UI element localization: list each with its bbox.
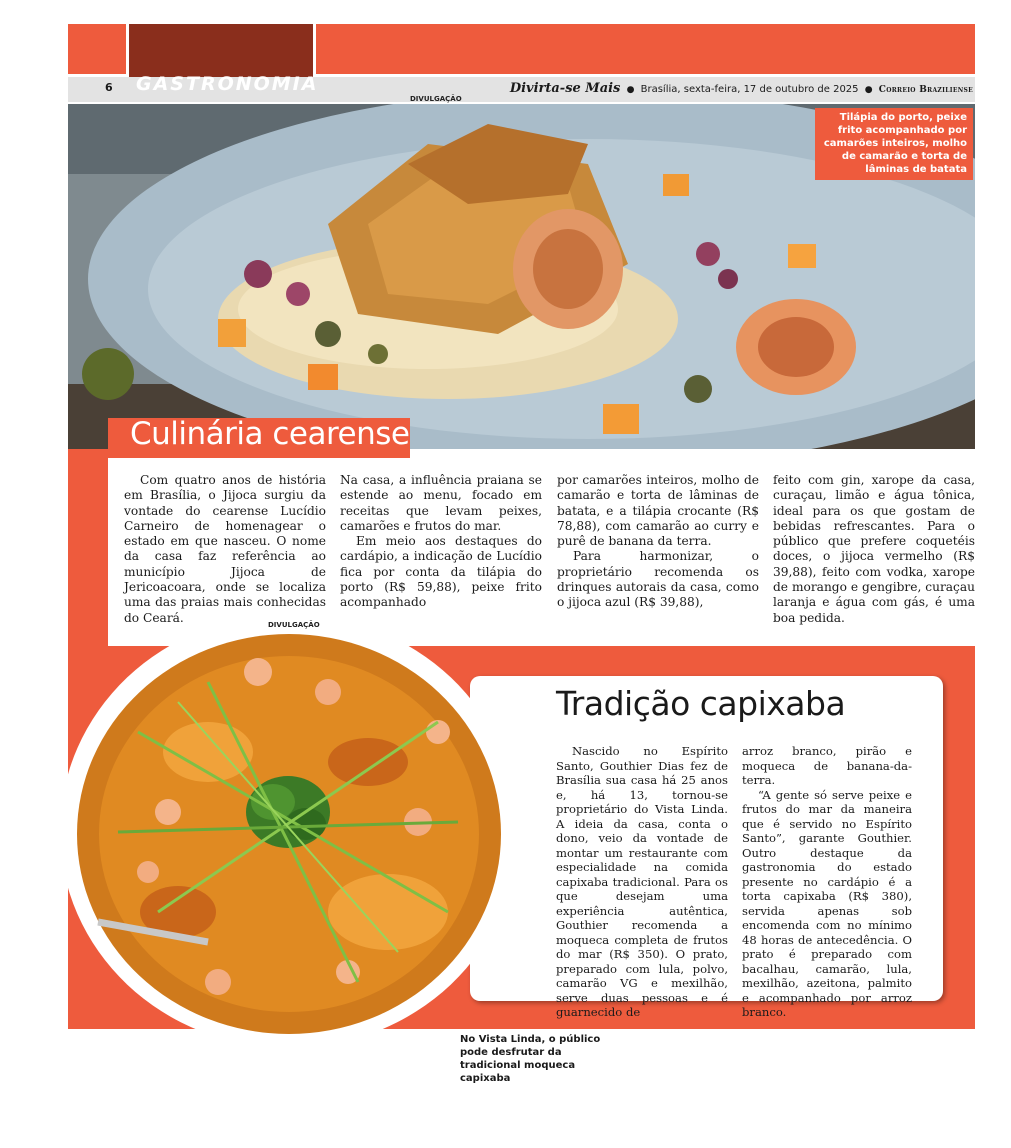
newspaper-name: Correio Braziliense	[878, 85, 973, 95]
text-column-2	[340, 473, 542, 611]
text-column-5	[556, 744, 728, 1020]
photo-credit: DIVULGAÇÃO	[268, 621, 320, 629]
paragraph: Em meio aos destaques do cardápio, a indicação de Lucídio fica por conta da tilápia do porto (R$ 59,88), peixe frito acompanhado	[340, 534, 542, 610]
paragraph: feito com gin, xarope da casa, curaçau, limão e água tônica, ideal para os que gostam de bebidas refrescantes. Para o público que prefere coquetéis doces, o jijoca vermelho (R$ 39,88), feito com vodka, xarope de morango e gengibre, curaçau laranja e água com gás, é uma boa pedida.	[773, 473, 975, 625]
paragraph: arroz branco, pirão e moqueca de banana-da-terra.	[742, 744, 912, 787]
photo-caption: No Vista Linda, o público pode desfrutar da tradicional moqueca capixaba	[460, 1034, 601, 1084]
paragraph: Nascido no Espírito Santo, Gouthier Dias fez de Brasília sua casa há 25 anos e, há 13, tornou-se proprietário do Vista Linda. A ideia da casa, conta o dono, veio da vontade de montar um restaurante com especialidade na comida capixaba tradicional. Para os que desejam uma experiência autêntica, Gouthier recomenda a moqueca completa de frutos do mar (R$ 350). O prato, preparado com lula, polvo, camarão VG e mexilhão, serve duas pessoas e é guarnecido de	[556, 744, 728, 1019]
text-column-3	[557, 473, 759, 611]
paragraph: Com quatro anos de história em Brasília, o Jijoca surgiu da vontade do cearense Lucídio Carneiro de homenagear o estado em que nasceu. O nome da casa faz referência ao município Jijoca de Jericoacoara, onde se localiza uma das praias mais conhecidas do Ceará.	[124, 473, 326, 625]
headline: Culinária cearense	[130, 416, 410, 452]
page-number: 6	[105, 81, 113, 94]
photo-credit: DIVULGAÇÃO	[410, 95, 462, 103]
paragraph: por camarões inteiros, molho de camarão e torta de lâminas de batata, e a tilápia crocante (R$ 78,88), com camarão ao curry e purê de banana da terra.	[557, 473, 759, 549]
photo-caption: Tilápia do porto, peixe frito acompanhado por camarões inteiros, molho de camarão e torta de lâminas de batata	[815, 108, 973, 180]
supplement-name: Divirta-se Mais	[509, 81, 621, 96]
paragraph: “A gente só serve peixe e frutos do mar da maneira que é servido no Espírito Santo”, garante Gouthier. Outro destaque da gastronomia do estado presente no cardápio é a torta capixaba (R$ 380), servida apenas sob encomenda com no mínimo 48 horas de antecedência. O prato é preparado com bacalhau, camarão, lula, mexilhão, azeitona, palmito e acompanhado por arroz branco.	[742, 787, 912, 1019]
text-column-1	[124, 473, 326, 626]
bullet-icon: ●	[626, 85, 635, 95]
text-column-4	[773, 473, 975, 626]
publication-line	[510, 81, 973, 96]
moqueca-photo	[58, 612, 520, 1050]
paragraph: Para harmonizar, o proprietário recomenda os drinques autorais da casa, como o jijoca azul (R$ 39,88),	[557, 549, 759, 610]
bullet-icon: ●	[864, 85, 873, 95]
text-column-6	[742, 744, 912, 1020]
dateline: Brasília, sexta-feira, 17 de outubro de 2025	[640, 84, 859, 95]
section-name: GASTRONOMIA	[136, 73, 319, 95]
paragraph: Na casa, a influência praiana se estende ao menu, focado em receitas que levam peixes, camarões e frutos do mar.	[340, 473, 542, 533]
headline: Tradição capixaba	[556, 684, 846, 723]
